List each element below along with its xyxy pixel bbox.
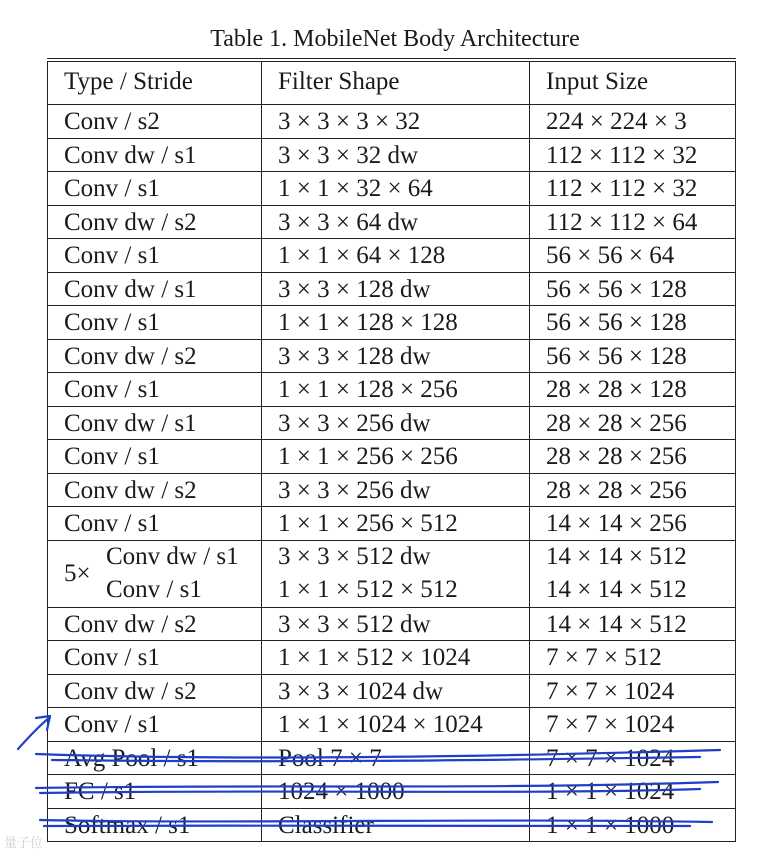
repeat-input-2: 14 × 14 × 512 xyxy=(546,575,687,603)
cell-filter-shape: 1 × 1 × 64 × 128 xyxy=(262,239,530,272)
cell-filter-shape: 3 × 3 × 256 dw xyxy=(262,407,530,440)
table-row xyxy=(47,105,736,139)
cell-input-size: 56 × 56 × 128 xyxy=(530,306,736,339)
cell-filter-shape: 3 × 3 × 512 dw xyxy=(262,608,530,641)
cell-input-size: 224 × 224 × 3 xyxy=(530,105,736,138)
cell-filter-shape: 3 × 3 × 64 dw xyxy=(262,206,530,239)
cell-input-size: 28 × 28 × 256 xyxy=(530,407,736,440)
cell-filter-shape: 1 × 1 × 128 × 256 xyxy=(262,373,530,406)
table-row xyxy=(47,675,736,709)
cell-type-stride: Conv / s1 xyxy=(47,373,262,406)
cell-type-stride: Conv / s2 xyxy=(47,105,262,138)
cell-input-size: 14 × 14 × 256 xyxy=(530,507,736,540)
cell-input-size: 7 × 7 × 512 xyxy=(530,641,736,674)
table-row xyxy=(47,742,736,776)
watermark-logo: 量子位 xyxy=(4,836,44,851)
table-row xyxy=(47,139,736,173)
cell-type-stride: FC / s1 xyxy=(47,775,262,808)
repeat-filter-2: 1 × 1 × 512 × 512 xyxy=(278,575,458,603)
cell-type-stride: Conv dw / s2 xyxy=(47,474,262,507)
cell-input-size: 56 × 56 × 64 xyxy=(530,239,736,272)
cell-filter-shape: 3 × 3 × 1024 dw xyxy=(262,675,530,708)
cell-filter-shape: 1 × 1 × 32 × 64 xyxy=(262,172,530,205)
table-row xyxy=(47,306,736,340)
cell-filter-shape: Pool 7 × 7 xyxy=(262,742,530,775)
cell-input-size: 1 × 1 × 1000 xyxy=(530,809,736,842)
repeat-multiplier: 5× xyxy=(64,560,91,587)
repeat-block-input xyxy=(530,541,736,607)
table-row xyxy=(47,373,736,407)
header-type-stride: Type / Stride xyxy=(47,62,262,104)
cell-filter-shape: 3 × 3 × 32 dw xyxy=(262,139,530,172)
cell-type-stride: Conv dw / s1 xyxy=(47,139,262,172)
cell-type-stride: Conv dw / s2 xyxy=(47,675,262,708)
cell-type-stride: Conv / s1 xyxy=(47,507,262,540)
table-row xyxy=(47,440,736,474)
cell-input-size: 56 × 56 × 128 xyxy=(530,340,736,373)
cell-type-stride: Avg Pool / s1 xyxy=(47,742,262,775)
cell-input-size: 28 × 28 × 128 xyxy=(530,373,736,406)
cell-input-size: 112 × 112 × 64 xyxy=(530,206,736,239)
table-row xyxy=(47,474,736,508)
table-row xyxy=(47,239,736,273)
cell-input-size: 7 × 7 × 1024 xyxy=(530,742,736,775)
table-row xyxy=(47,407,736,441)
cell-filter-shape: 1 × 1 × 512 × 1024 xyxy=(262,641,530,674)
cell-type-stride: Conv dw / s1 xyxy=(47,407,262,440)
table-row xyxy=(47,507,736,541)
cell-type-stride: Conv / s1 xyxy=(47,239,262,272)
table-row xyxy=(47,608,736,642)
table-row xyxy=(47,708,736,742)
table-row xyxy=(47,172,736,206)
cell-input-size: 7 × 7 × 1024 xyxy=(530,675,736,708)
table-row xyxy=(47,641,736,675)
cell-input-size: 28 × 28 × 256 xyxy=(530,474,736,507)
arrow-icon xyxy=(18,717,50,749)
cell-filter-shape: 1024 × 1000 xyxy=(262,775,530,808)
table-row xyxy=(47,809,736,843)
cell-type-stride: Conv dw / s2 xyxy=(47,608,262,641)
table-caption: Table 1. MobileNet Body Architecture xyxy=(210,26,580,52)
cell-type-stride: Conv dw / s1 xyxy=(47,273,262,306)
table-row xyxy=(47,340,736,374)
repeat-filter-1: 3 × 3 × 512 dw xyxy=(278,542,431,570)
cell-filter-shape: 1 × 1 × 128 × 128 xyxy=(262,306,530,339)
cell-type-stride: Conv / s1 xyxy=(47,708,262,741)
repeat-type-2: Conv / s1 xyxy=(106,576,202,603)
cell-filter-shape: 3 × 3 × 3 × 32 xyxy=(262,105,530,138)
cell-filter-shape: 1 × 1 × 256 × 256 xyxy=(262,440,530,473)
cell-input-size: 56 × 56 × 128 xyxy=(530,273,736,306)
cell-filter-shape: 3 × 3 × 128 dw xyxy=(262,273,530,306)
cell-type-stride: Conv / s1 xyxy=(47,641,262,674)
cell-input-size: 14 × 14 × 512 xyxy=(530,608,736,641)
table-row xyxy=(47,273,736,307)
cell-type-stride: Conv dw / s2 xyxy=(47,340,262,373)
cell-filter-shape: 3 × 3 × 256 dw xyxy=(262,474,530,507)
cell-input-size: 28 × 28 × 256 xyxy=(530,440,736,473)
cell-input-size: 112 × 112 × 32 xyxy=(530,172,736,205)
header-filter-shape: Filter Shape xyxy=(262,62,530,104)
table-row xyxy=(47,206,736,240)
cell-input-size: 7 × 7 × 1024 xyxy=(530,708,736,741)
cell-input-size: 112 × 112 × 32 xyxy=(530,139,736,172)
cell-filter-shape: 3 × 3 × 128 dw xyxy=(262,340,530,373)
cell-input-size: 1 × 1 × 1024 xyxy=(530,775,736,808)
repeat-block-filter xyxy=(262,541,530,607)
repeat-block-type xyxy=(47,541,262,607)
cell-type-stride: Conv / s1 xyxy=(47,306,262,339)
cell-filter-shape: Classifier xyxy=(262,809,530,842)
repeat-block-row xyxy=(47,541,736,608)
cell-filter-shape: 1 × 1 × 256 × 512 xyxy=(262,507,530,540)
cell-type-stride: Conv / s1 xyxy=(47,440,262,473)
cell-type-stride: Conv dw / s2 xyxy=(47,206,262,239)
header-input-size: Input Size xyxy=(530,62,736,104)
repeat-input-1: 14 × 14 × 512 xyxy=(546,542,687,570)
cell-type-stride: Softmax / s1 xyxy=(47,809,262,842)
cell-filter-shape: 1 × 1 × 1024 × 1024 xyxy=(262,708,530,741)
repeat-type-1: Conv dw / s1 xyxy=(106,543,239,570)
cell-type-stride: Conv / s1 xyxy=(47,172,262,205)
architecture-table xyxy=(47,58,736,842)
table-row xyxy=(47,775,736,809)
table-header-row xyxy=(47,62,736,105)
